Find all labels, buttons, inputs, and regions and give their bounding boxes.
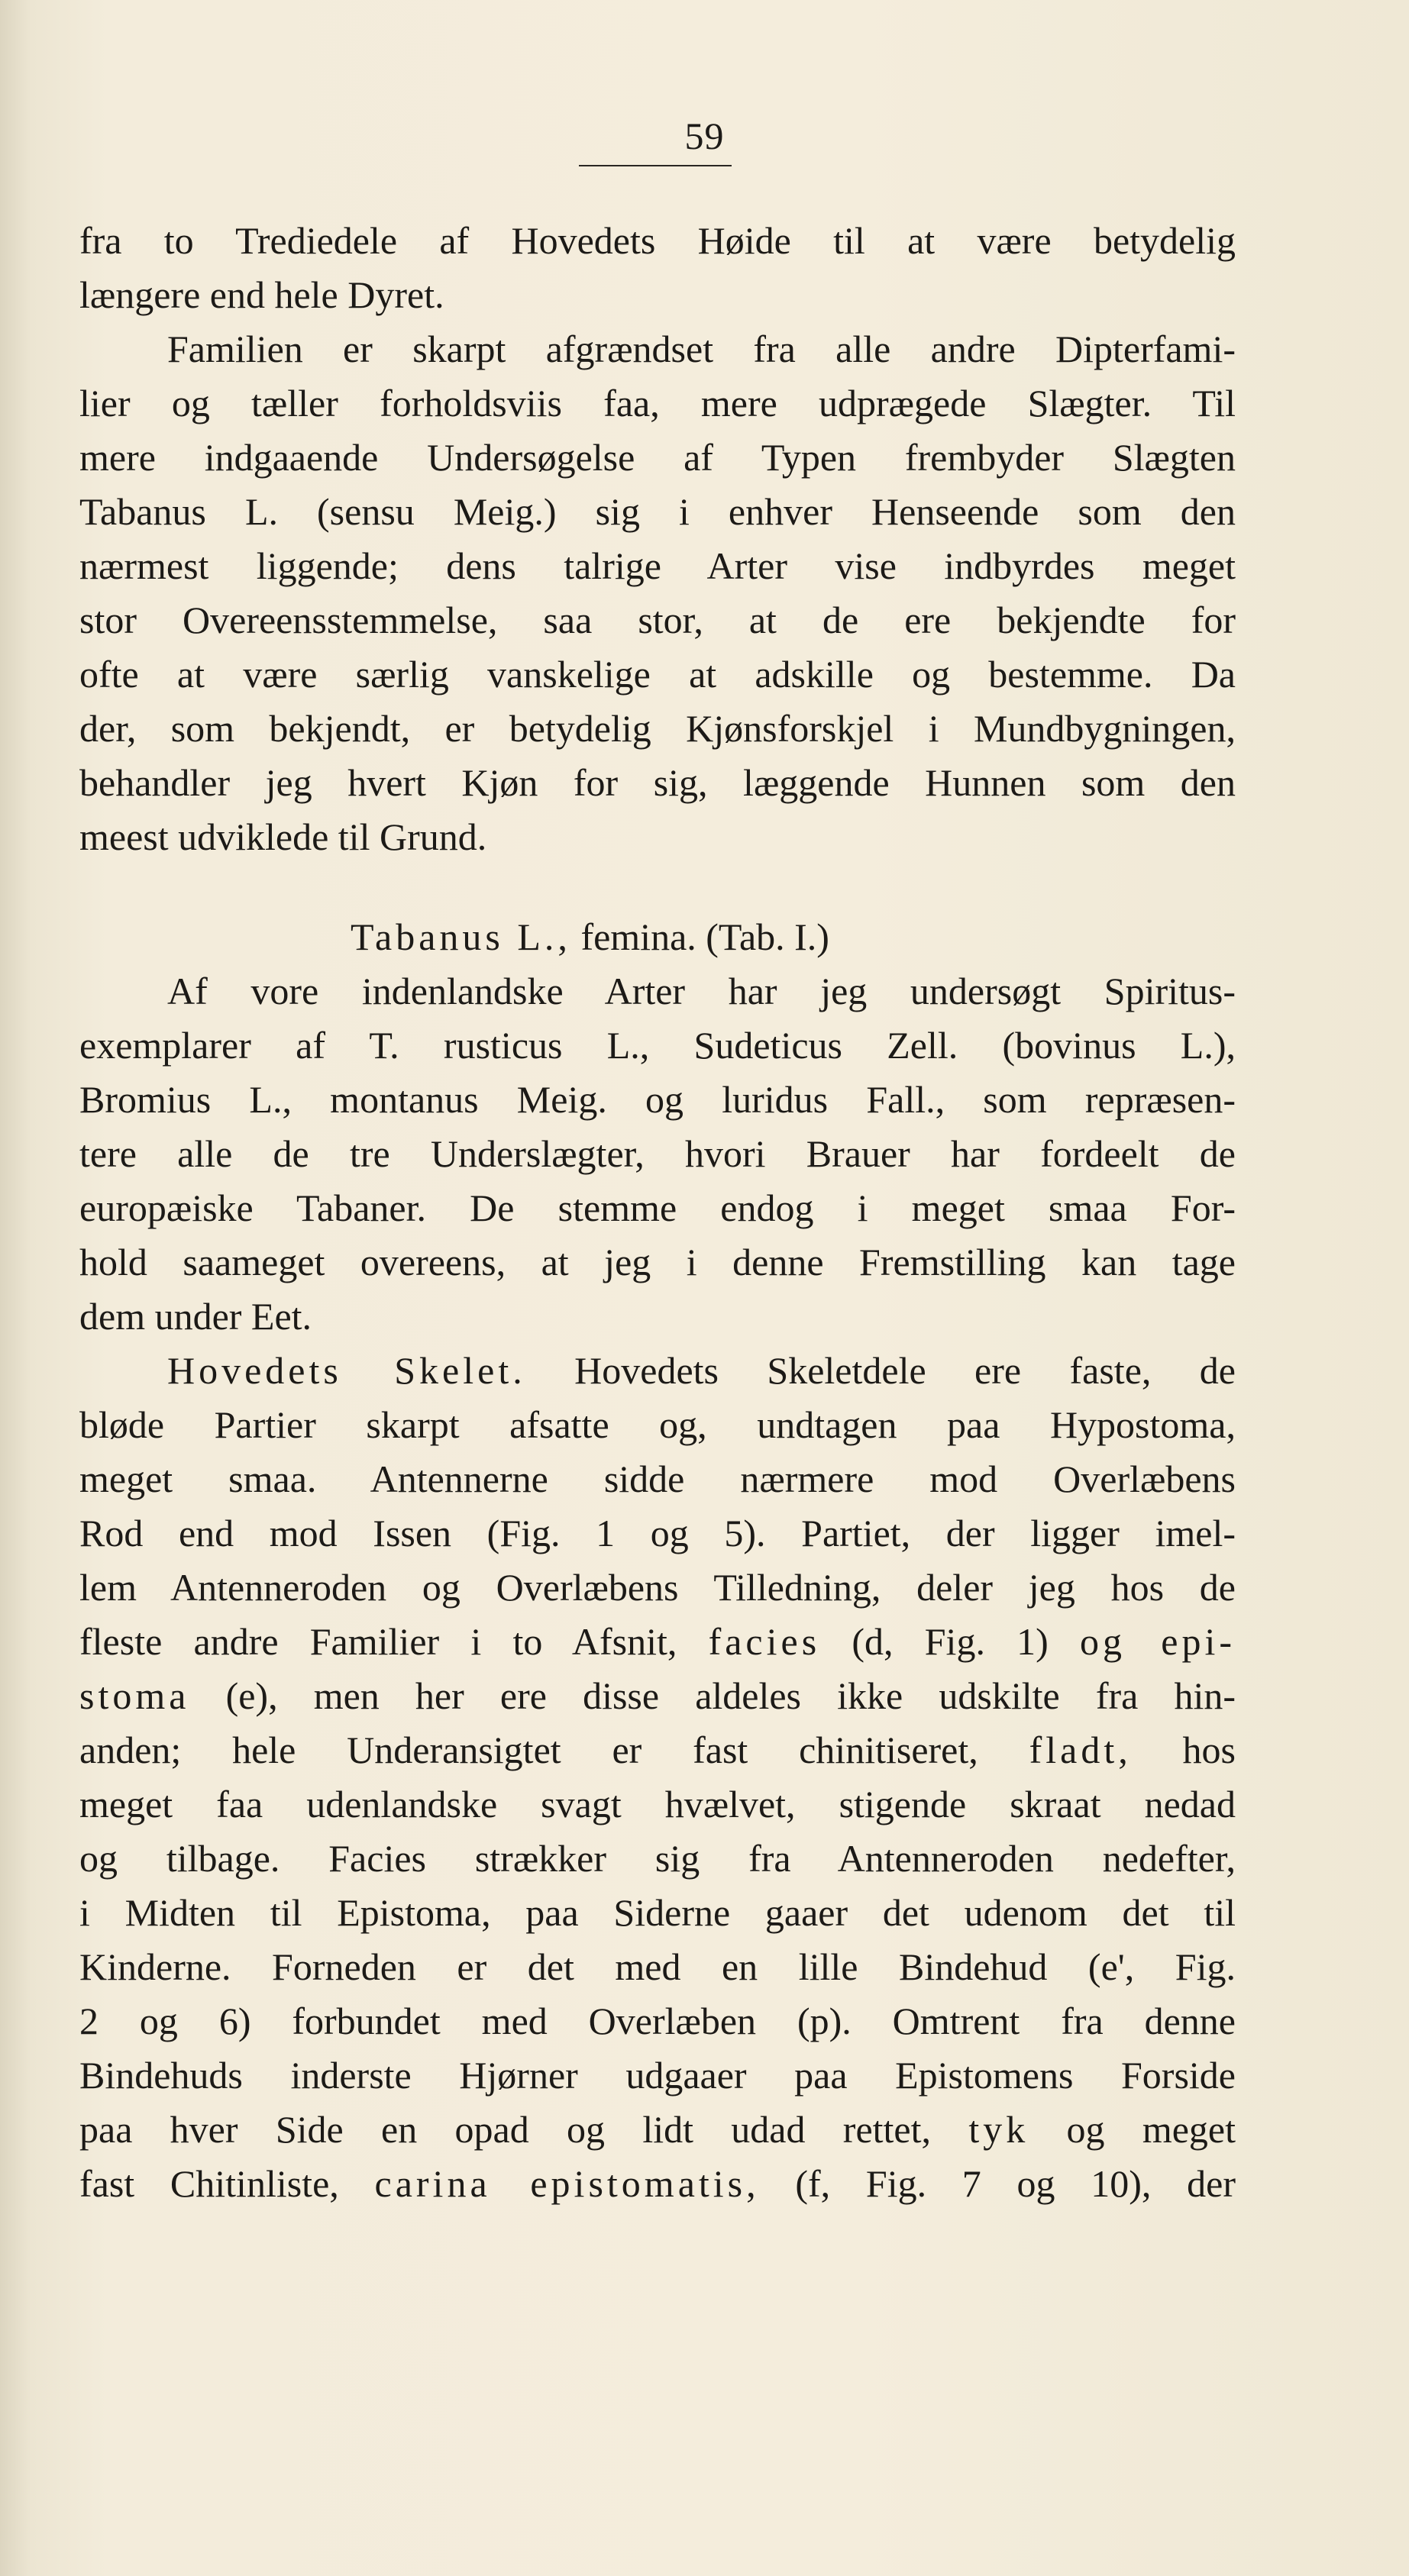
text-line: Tabanus L. (sensu Meig.) sig i enhver Henseende som den	[79, 490, 1236, 533]
text-line: hold saameget overeens, at jeg i denne Fremstilling kan tage	[79, 1241, 1236, 1283]
spaced-term: carina epistomatis,	[374, 2162, 760, 2205]
text-line: lem Antenneroden og Overlæbens Tilledning, deler jeg hos de	[79, 1566, 1236, 1609]
text-line: Familien er skarpt afgrændset fra alle andre Dipterfami-	[167, 328, 1236, 370]
text-line: meest udviklede til Grund.	[79, 815, 487, 858]
text-line: fleste andre Familier i to Afsnit, facies (d, Fig. 1) og epi-	[79, 1620, 1236, 1663]
text-line: Bromius L., montanus Meig. og luridus Fall., som repræsen-	[79, 1078, 1236, 1121]
body-text	[79, 214, 1236, 2211]
page-number: 59	[684, 115, 725, 157]
text-line: nærmest liggende; dens talrige Arter vise indbyrdes meget	[79, 544, 1236, 587]
text-line: paa hver Side en opad og lidt udad rettet, tyk og meget	[79, 2108, 1236, 2151]
text-line: stor Overeensstemmelse, saa stor, at de ere bekjendte for	[79, 599, 1236, 641]
text-line: tere alle de tre Underslægter, hvori Brauer har fordeelt de	[79, 1132, 1236, 1175]
spaced-term: Hovedets Skelet.	[167, 1349, 526, 1392]
text-line: der, som bekjendt, er betydelig Kjønsforskjel i Mundbygningen,	[79, 707, 1236, 750]
text-line: mere indgaaende Undersøgelse af Typen frembyder Slægten	[79, 436, 1236, 479]
text-line: og tilbage. Facies strækker sig fra Antenneroden nedefter,	[79, 1837, 1236, 1880]
spaced-term: og epi-	[1080, 1620, 1236, 1663]
text-line: i Midten til Epistoma, paa Siderne gaaer det udenom det til	[79, 1891, 1236, 1934]
heading-genus: Tabanus L.,	[351, 915, 571, 958]
heading-rest: femina. (Tab. I.)	[570, 915, 829, 958]
text-line: Hovedets Skelet. Hovedets Skeletdele ere faste, de	[167, 1349, 1236, 1392]
page-number-rule	[579, 165, 732, 166]
text-line: længere end hele Dyret.	[79, 273, 444, 316]
text-line: exemplarer af T. rusticus L., Sudeticus Zell. (bovinus L.),	[79, 1024, 1236, 1067]
text-line: stoma (e), men her ere disse aldeles ikke udskilte fra hin-	[79, 1674, 1236, 1717]
text-line: bløde Partier skarpt afsatte og, undtagen paa Hypostoma,	[79, 1403, 1236, 1446]
text-line: meget smaa. Antennerne sidde nærmere mod Overlæbens	[79, 1457, 1236, 1500]
text-line: fra to Trediedele af Hovedets Høide til at være betydelig	[79, 219, 1236, 262]
text-line: Kinderne. Forneden er det med en lille Bindehud (e', Fig.	[79, 1945, 1236, 1988]
text-line: ofte at være særlig vanskelige at adskille og bestemme. Da	[79, 653, 1236, 696]
text-line: Rod end mod Issen (Fig. 1 og 5). Partiet, der ligger imel-	[79, 1512, 1236, 1554]
text-line: behandler jeg hvert Kjøn for sig, læggende Hunnen som den	[79, 761, 1236, 804]
spaced-term: fladt,	[1029, 1729, 1132, 1771]
text-line: 2 og 6) forbundet med Overlæben (p). Omtrent fra denne	[79, 2000, 1236, 2042]
text-line: europæiske Tabaner. De stemme endog i meget smaa For-	[79, 1186, 1236, 1229]
text-line: dem under Eet.	[79, 1295, 312, 1338]
spaced-term: tyk	[968, 2108, 1029, 2151]
spaced-term: facies	[708, 1620, 821, 1663]
text-line: lier og tæller forholdsviis faa, mere udprægede Slægter. Til	[79, 382, 1236, 424]
spaced-term: stoma	[79, 1674, 190, 1717]
text-line: fast Chitinliste, carina epistomatis, (f, Fig. 7 og 10), der	[79, 2162, 1236, 2205]
text-line: Af vore indenlandske Arter har jeg undersøgt Spiritus-	[167, 970, 1236, 1012]
text-line: meget faa udenlandske svagt hvælvet, stigende skraat nedad	[79, 1783, 1236, 1825]
text-line: Bindehuds inderste Hjørner udgaaer paa Epistomens Forside	[79, 2054, 1236, 2097]
text-line: anden; hele Underansigtet er fast chinitiseret, fladt, hos	[79, 1729, 1236, 1771]
section-heading	[79, 910, 1236, 964]
